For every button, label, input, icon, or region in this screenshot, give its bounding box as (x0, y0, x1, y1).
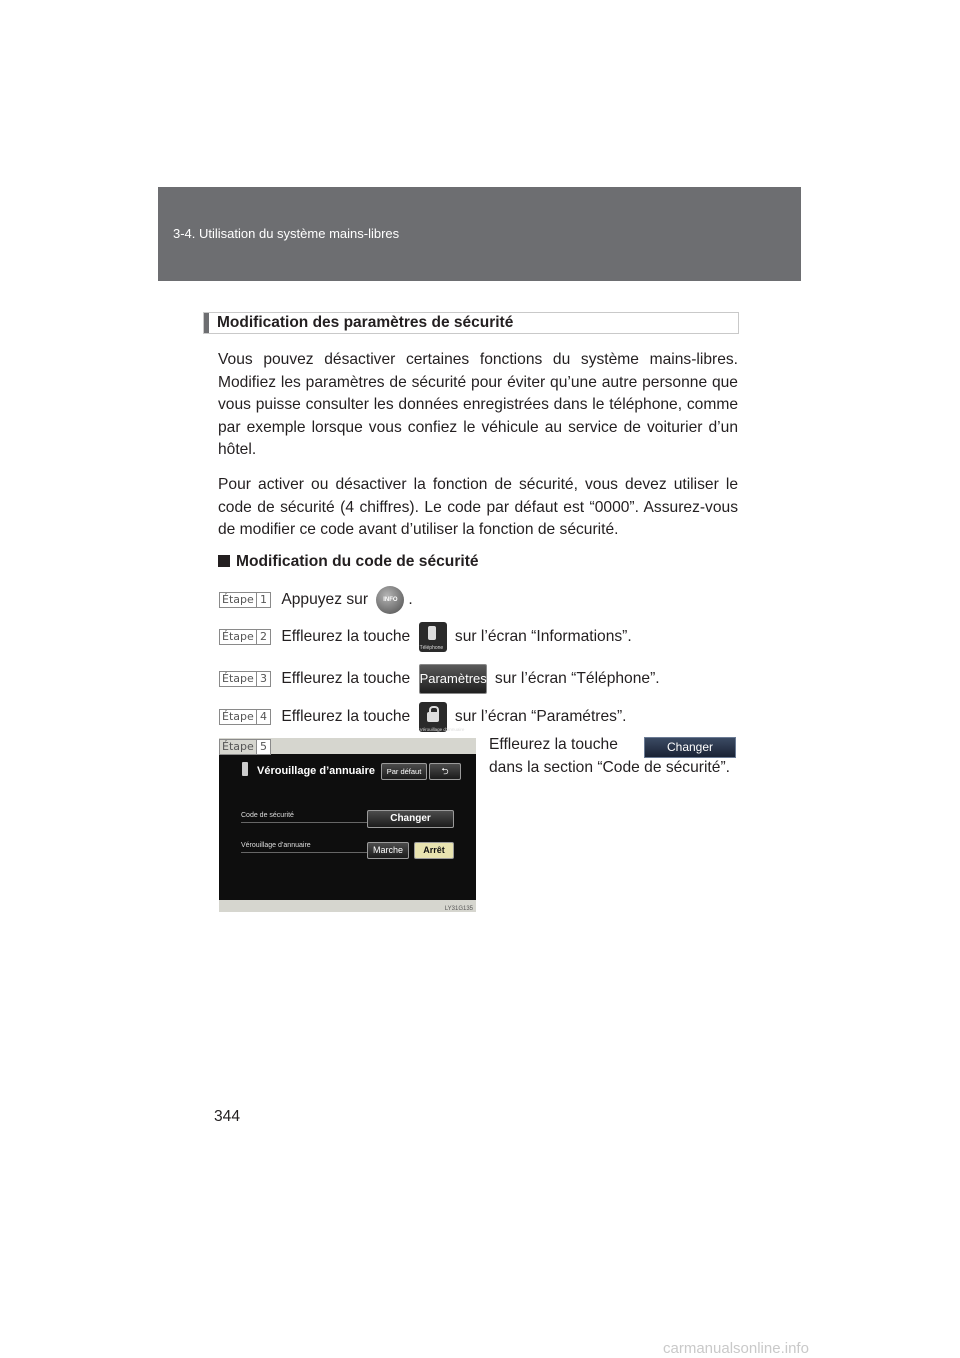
step-2 (219, 622, 632, 651)
change-button: Changer (367, 810, 454, 828)
phone-icon (242, 762, 248, 776)
off-button: Arrêt (414, 842, 454, 859)
step-text: Effleurez la touche (489, 736, 618, 753)
step-text-after: . (408, 591, 413, 608)
parametres-button-icon: Paramètres (419, 664, 487, 694)
lock-icon: Vérouillage d’annuaire (419, 702, 447, 732)
page-number: 344 (214, 1108, 241, 1125)
screen-bottom-strip (219, 900, 476, 912)
step-4 (219, 702, 627, 732)
step-text: Effleurez la touche (281, 628, 411, 645)
step-text: Effleurez la touche (281, 708, 411, 725)
watermark: carmanualsonline.info (663, 1340, 809, 1357)
telephone-icon: Téléphone (419, 622, 447, 652)
subheading-text: Modification du code de sécurité (236, 553, 479, 570)
step-5-line-1 (489, 733, 639, 756)
changer-button-icon: Changer (644, 737, 736, 758)
step-1 (219, 586, 413, 610)
step-text-after: sur l’écran “Paramétres”. (454, 708, 627, 725)
step-text: Effleurez la touche (281, 670, 411, 687)
image-code: LY31G135 (444, 906, 473, 912)
square-bullet-icon (218, 555, 230, 567)
step-badge: Étape 3 (219, 671, 271, 687)
step-badge: Étape 1 (219, 592, 271, 608)
section-title: Modification des paramètres de sécurité (217, 314, 514, 331)
back-icon: ⮌ (429, 763, 461, 780)
step-text: Appuyez sur (281, 591, 369, 608)
divider (241, 852, 369, 853)
step-badge: Étape 4 (219, 709, 271, 725)
step-badge: Étape 5 (219, 739, 271, 755)
security-code-label: Code de sécurité (241, 812, 294, 819)
step-text-after: dans la section “Code de sécurité”. (489, 759, 730, 776)
step-badge: Étape 2 (219, 629, 271, 645)
intro-paragraph: Vous pouvez désactiver certaines fonctions du système mains-libres. Modifiez les paramètres de sécurité pour éviter qu’une autre personne que vous puisse consulter les données enregistrées dans le téléphone, comme par exemple lorsque vous confiez le véhicule au service de voiturier d’un hôtel. (218, 351, 738, 458)
step-text-after: sur l’écran “Informations”. (454, 628, 632, 645)
section-accent (204, 313, 209, 333)
phonebook-lock-label: Vérouillage d’annuaire (241, 842, 311, 849)
divider (241, 822, 369, 823)
screen-illustration (219, 738, 476, 912)
step-text-after: sur l’écran “Téléphone”. (494, 670, 660, 687)
step-3 (219, 664, 660, 688)
breadcrumb: 3-4. Utilisation du système mains-libres (173, 226, 400, 241)
section-heading (203, 312, 739, 334)
header-band (158, 187, 801, 281)
security-code-paragraph: Pour activer ou désactiver la fonction de sécurité, vous devez utiliser le code de sécurité (4 chiffres). Le code par défaut est “0000”. Assurez-vous de modifier ce code avant d’utiliser la fonction de sécurité. (218, 476, 738, 538)
on-button: Marche (367, 842, 409, 859)
info-button-icon: INFO (376, 586, 404, 614)
step-5 (219, 738, 277, 756)
subheading (218, 553, 479, 571)
default-button: Par défaut (381, 763, 427, 780)
screen-title: Vérouillage d’annuaire (257, 765, 375, 777)
